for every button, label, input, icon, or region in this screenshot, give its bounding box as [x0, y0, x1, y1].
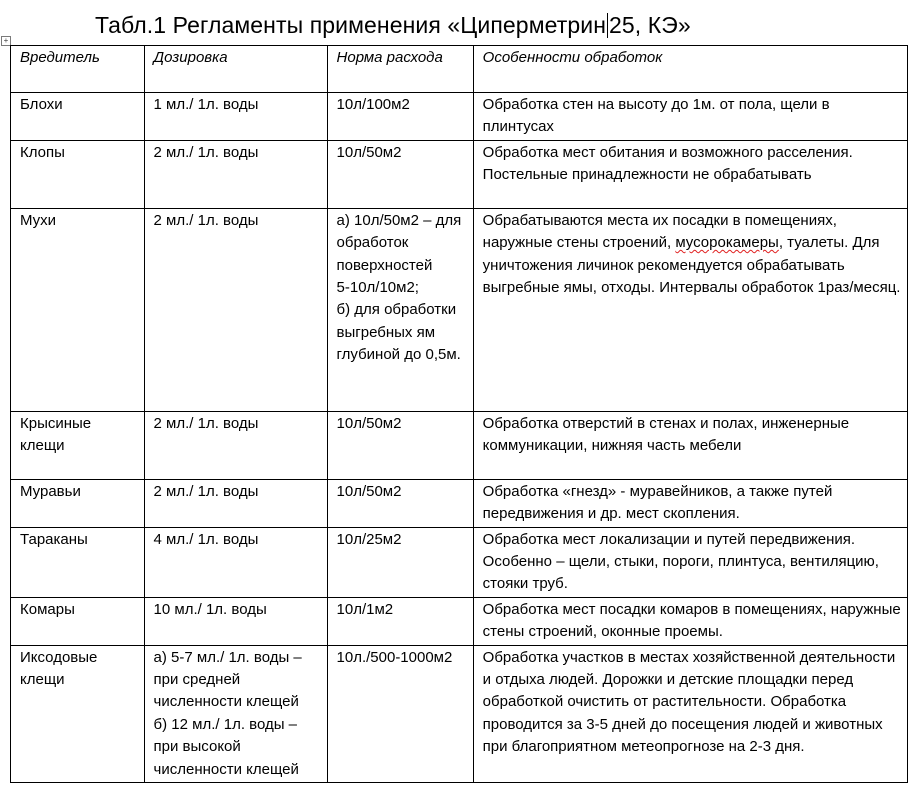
- table-row: [11, 479, 908, 527]
- cell-dose: 1 мл./ 1л. воды: [144, 93, 327, 141]
- notes-text: , туалеты. Для уничтожения личинок рекомендуется обрабатывать выгребные ямы, отходы. Интервалы обработок 1раз/месяц.: [482, 234, 901, 297]
- cell-pest: Иксодовые клещи: [11, 645, 145, 782]
- rate-line: б) для обработки выгребных ям глубиной до 0,5м.: [336, 301, 461, 364]
- table-row: [11, 208, 908, 411]
- caption-text-end: 25, КЭ»: [609, 12, 691, 38]
- dose-line: а) 5-7 мл./ 1л. воды – при средней численности клещей: [153, 648, 302, 711]
- header-rate: Норма расхода: [327, 46, 473, 93]
- cell-pest: Крысиные клещи: [11, 411, 145, 479]
- table-row: [11, 93, 908, 141]
- cell-pest: Блохи: [11, 93, 145, 141]
- cell-pest: Муравьи: [11, 479, 145, 527]
- table-row: [11, 140, 908, 208]
- cell-notes: Обработка «гнезд» - муравейников, а также путей передвижения и др. мест скопления.: [473, 479, 907, 527]
- rate-line: а) 10л/50м2 – для обработок поверхностей: [336, 211, 462, 274]
- cell-dose: [144, 645, 327, 782]
- cell-pest: Тараканы: [11, 527, 145, 597]
- spellcheck-word[interactable]: мусорокамеры: [675, 234, 779, 252]
- table-row: [11, 597, 908, 645]
- cell-notes: Обработка стен на высоту до 1м. от пола, щели в плинтусах: [473, 93, 907, 141]
- cell-notes: Обработка участков в местах хозяйственной деятельности и отдыха людей. Дорожки и детские площадки перед обработкой очистить от растительности. Обработка проводится за 3-5 дней до посещения людей и животных при благоприятном метеопрогнозе на 2-3 дня.: [473, 645, 907, 782]
- header-dose: Дозировка: [144, 46, 327, 93]
- regulations-table: [10, 45, 908, 783]
- cell-rate: 10л/50м2: [327, 140, 473, 208]
- cell-rate: 10л/100м2: [327, 93, 473, 141]
- table-caption: [95, 12, 691, 39]
- cell-rate: 10л/25м2: [327, 527, 473, 597]
- header-notes: Особенности обработок: [473, 46, 907, 93]
- text-cursor: [607, 13, 608, 38]
- cell-rate: 10л/50м2: [327, 479, 473, 527]
- table-row: [11, 411, 908, 479]
- cell-dose: 2 мл./ 1л. воды: [144, 208, 327, 411]
- cell-pest: Комары: [11, 597, 145, 645]
- cell-notes: Обработка мест обитания и возможного расселения. Постельные принадлежности не обрабатывать: [473, 140, 907, 208]
- cell-dose: 2 мл./ 1л. воды: [144, 411, 327, 479]
- dose-line: б) 12 мл./ 1л. воды – при высокой численности клещей: [153, 715, 299, 778]
- cell-dose: 2 мл./ 1л. воды: [144, 479, 327, 527]
- cell-pest: Клопы: [11, 140, 145, 208]
- cell-notes: Обработка мест локализации и путей передвижения. Особенно – щели, стыки, пороги, плинтуса, вентиляцию, стояки труб.: [473, 527, 907, 597]
- table-row: [11, 527, 908, 597]
- cell-rate: 10л/50м2: [327, 411, 473, 479]
- move-cross-icon[interactable]: +: [1, 36, 11, 46]
- cell-pest: Мухи: [11, 208, 145, 411]
- table-row: [11, 645, 908, 782]
- cell-rate: 10л/1м2: [327, 597, 473, 645]
- cell-rate: [327, 208, 473, 411]
- notes-text: Обрабатываются места их посадки в помещениях, наружные стены строений,: [482, 211, 837, 252]
- table-header-row: [11, 46, 908, 93]
- cell-notes: Обработка отверстий в стенах и полах, инженерные коммуникации, нижняя часть мебели: [473, 411, 907, 479]
- caption-text-start: Табл.1 Регламенты применения «Циперметрин: [95, 12, 607, 38]
- header-pest: Вредитель: [11, 46, 145, 93]
- cell-rate: 10л./500-1000м2: [327, 645, 473, 782]
- cell-dose: 2 мл./ 1л. воды: [144, 140, 327, 208]
- cell-dose: 4 мл./ 1л. воды: [144, 527, 327, 597]
- rate-line: 5-10л/10м2;: [336, 279, 419, 297]
- cell-dose: 10 мл./ 1л. воды: [144, 597, 327, 645]
- cell-notes: [473, 208, 907, 411]
- cell-notes: Обработка мест посадки комаров в помещениях, наружные стены строений, оконные проемы.: [473, 597, 907, 645]
